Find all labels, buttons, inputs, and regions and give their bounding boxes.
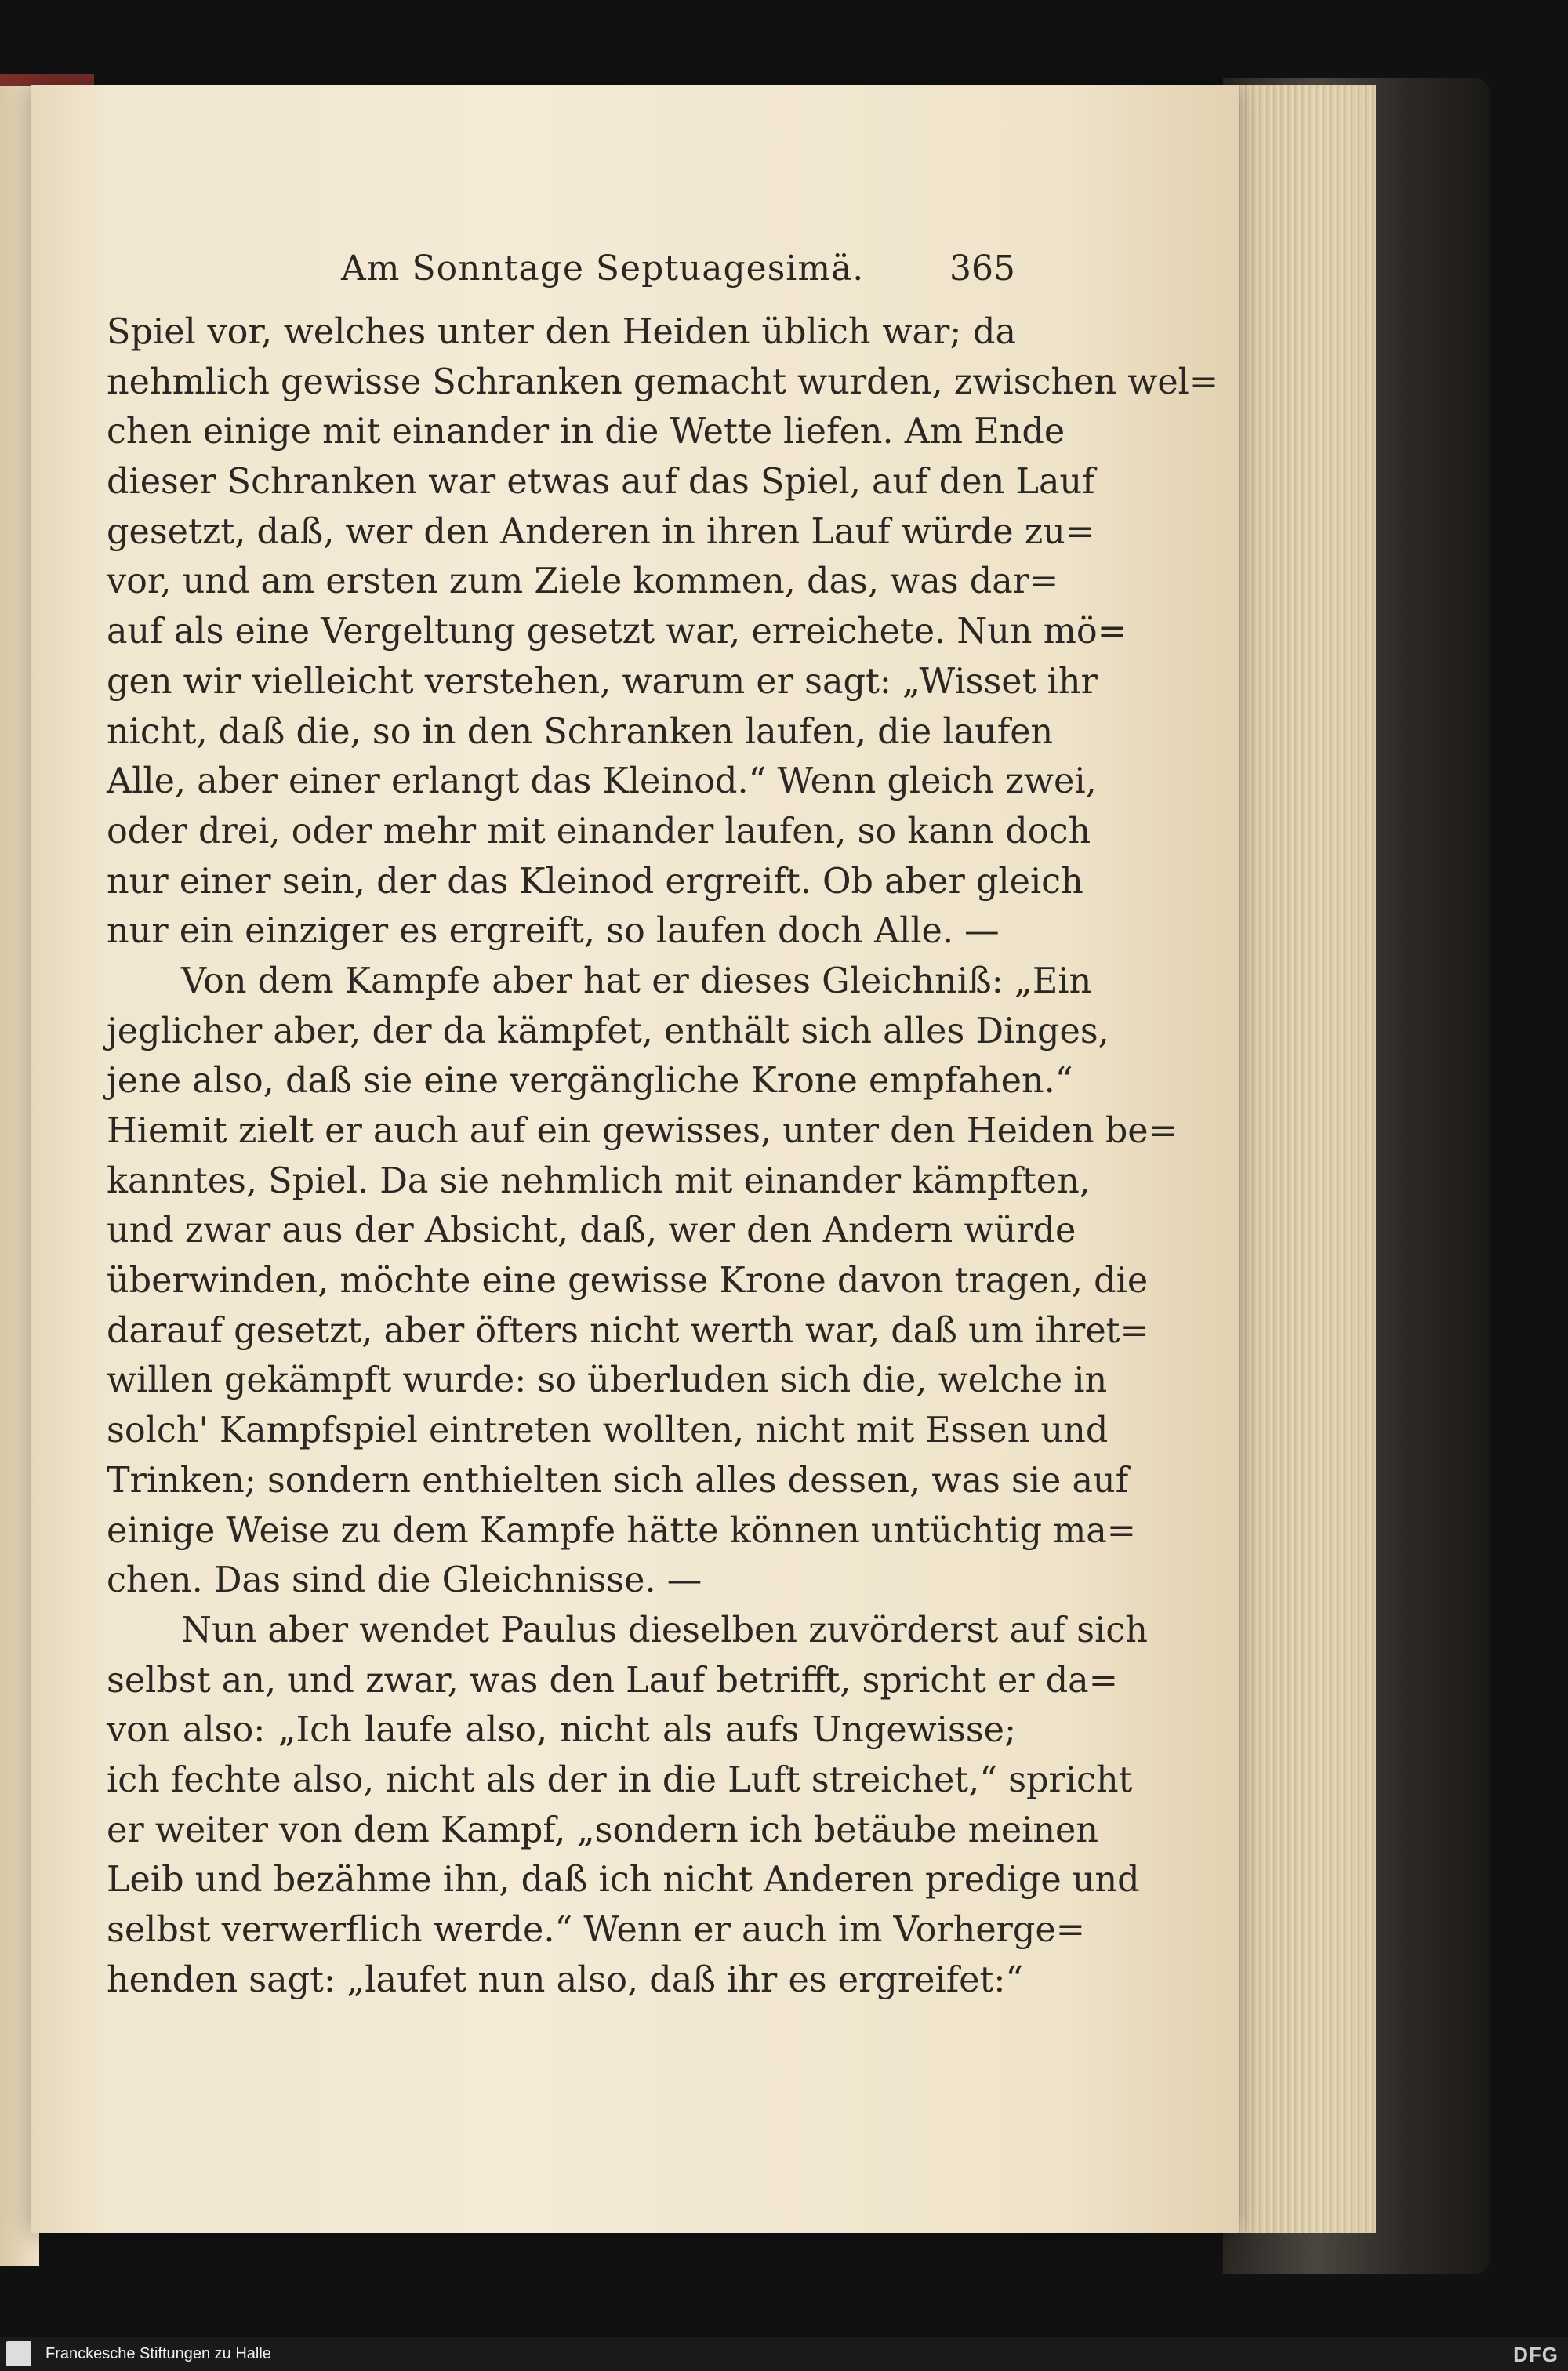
viewer-footer bbox=[0, 2337, 1568, 2371]
text-line: Spiel vor, welches unter den Heiden üblich war; da bbox=[107, 312, 1016, 352]
text-line: selbst verwerflich werde.“ Wenn er auch im Vorherge= bbox=[107, 1910, 1086, 1950]
text-line: nur einer sein, der das Kleinod ergreift. Ob aber gleich bbox=[107, 861, 1083, 902]
text-line: auf als eine Vergeltung gesetzt war, erreichete. Nun mö= bbox=[107, 612, 1127, 652]
text-line: und zwar aus der Absicht, daß, wer den Andern würde bbox=[107, 1211, 1076, 1251]
text-line: einige Weise zu dem Kampfe hätte können untüchtig ma= bbox=[107, 1510, 1137, 1551]
dfg-logo: DFG bbox=[1513, 2343, 1559, 2366]
page-number: 365 bbox=[949, 249, 1015, 289]
text-line: chen einige mit einander in die Wette liefen. Am Ende bbox=[107, 412, 1065, 452]
running-head bbox=[114, 234, 1015, 289]
institution-name: Franckesche Stiftungen zu Halle bbox=[45, 2345, 271, 2362]
page-block-edges bbox=[1227, 85, 1376, 2233]
text-line: er weiter von dem Kampf, „sondern ich betäube meinen bbox=[107, 1810, 1099, 1850]
text-line: Nun aber wendet Paulus dieselben zuvörderst auf sich bbox=[181, 1610, 1148, 1650]
text-line: Trinken; sondern enthielten sich alles dessen, was sie auf bbox=[107, 1460, 1129, 1501]
text-line: jene also, daß sie eine vergängliche Krone empfahen.“ bbox=[107, 1061, 1073, 1102]
text-line: Leib und bezähme ihn, daß ich nicht Anderen predige und bbox=[107, 1860, 1140, 1901]
text-line: henden sagt: „laufet nun also, daß ihr es ergreifet:“ bbox=[107, 1959, 1024, 2000]
text-line: solch' Kampfspiel eintreten wollten, nicht mit Essen und bbox=[107, 1411, 1109, 1451]
text-line: Hiemit zielt er auch auf ein gewisses, unter den Heiden be= bbox=[107, 1111, 1178, 1151]
text-line: Alle, aber einer erlangt das Kleinod.“ Wenn gleich zwei, bbox=[107, 761, 1097, 802]
text-line: jeglicher aber, der da kämpfet, enthält sich alles Dinges, bbox=[107, 1011, 1109, 1051]
text-line: darauf gesetzt, aber öfters nicht werth war, daß um ihret= bbox=[107, 1310, 1149, 1351]
text-line: nicht, daß die, so in den Schranken laufen, die laufen bbox=[107, 711, 1054, 752]
text-line: selbst an, und zwar, was den Lauf betrifft, spricht er da= bbox=[107, 1660, 1119, 1701]
text-line: dieser Schranken war etwas auf das Spiel, auf den Lauf bbox=[107, 462, 1095, 503]
running-head-title: Am Sonntage Septuagesimä. bbox=[341, 249, 865, 289]
text-line: gesetzt, daß, wer den Anderen in ihren Lauf würde zu= bbox=[107, 511, 1095, 552]
text-line: überwinden, möchte eine gewisse Krone davon tragen, die bbox=[107, 1261, 1149, 1302]
text-line: kanntes, Spiel. Da sie nehmlich mit einander kämpften, bbox=[107, 1160, 1091, 1201]
text-line: von also: „Ich laufe also, nicht als aufs Ungewisse; bbox=[107, 1710, 1016, 1751]
text-line: Von dem Kampfe aber hat er dieses Gleichniß: „Ein bbox=[181, 960, 1092, 1001]
text-line: chen. Das sind die Gleichnisse. — bbox=[107, 1560, 702, 1601]
text-line: gen wir vielleicht verstehen, warum er sagt: „Wisset ihr bbox=[107, 661, 1098, 702]
institution-logo-icon bbox=[6, 2341, 31, 2366]
body-text bbox=[107, 307, 1219, 2005]
text-line: vor, und am ersten zum Ziele kommen, das, was dar= bbox=[107, 561, 1059, 602]
text-line: oder drei, oder mehr mit einander laufen, so kann doch bbox=[107, 811, 1091, 851]
text-line: willen gekämpft wurde: so überluden sich die, welche in bbox=[107, 1360, 1108, 1401]
text-line: nehmlich gewisse Schranken gemacht wurden, zwischen wel= bbox=[107, 361, 1219, 402]
text-line: ich fechte also, nicht als der in die Luft streichet,“ spricht bbox=[107, 1759, 1133, 1800]
text-line: nur ein einziger es ergreift, so laufen doch Alle. — bbox=[107, 911, 1000, 952]
